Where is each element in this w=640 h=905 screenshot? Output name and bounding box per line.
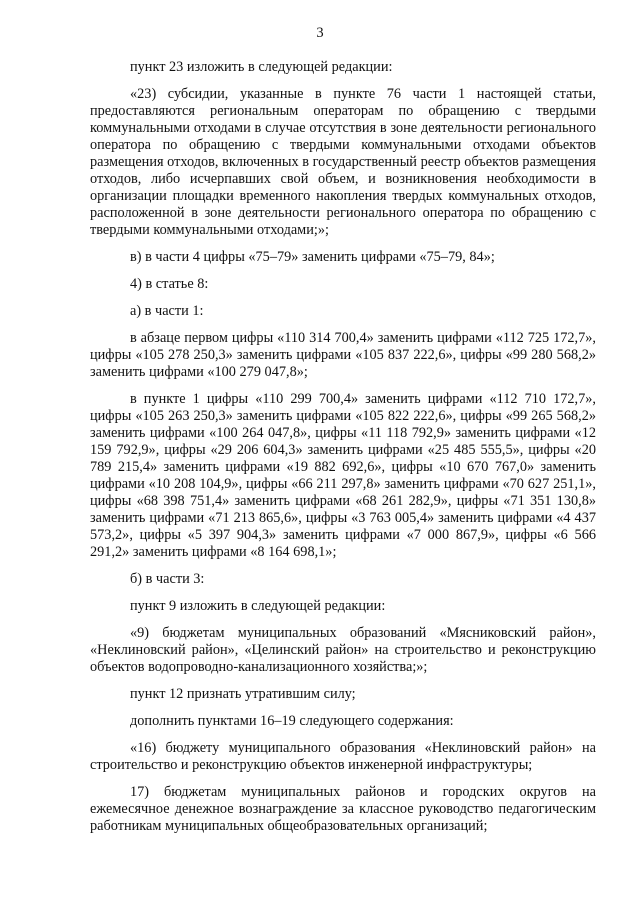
paragraph-9: пункт 9 изложить в следующей редакции: [130, 598, 386, 614]
paragraph-14: 17) бюджетам муниципальных районов и городских округов на ежемесячное денежное вознаграждение за классное руководство педагогическим работникам муниципальных общеобразовательных организаций; [90, 784, 596, 834]
paragraph-7: в пункте 1 цифры «110 299 700,4» заменить цифрами «112 710 172,7», цифры «105 263 250,3» заменить цифрами «105 822 222,6», цифры «99 265 568,2» заменить цифрами «100 264 047,8», цифры «11 118 792,9» заменить цифрами «12 159 792,9», цифры «29 206 604,3» заменить цифрами «25 485 555,5», цифры «20 789 215,4» заменить цифрами «19 882 692,6», цифры «10 670 767,0» заменить цифрами «10 208 104,9», цифры «66 211 297,8» заменить цифрами «70 627 251,1», цифры «68 398 751,4» заменить цифрами «68 261 282,9», цифры «71 351 130,8» заменить цифрами «71 213 865,6», цифры «3 763 005,4» заменить цифрами «4 437 573,2», цифры «5 397 904,3» заменить цифрами «7 000 867,9», цифры «6 566 291,2» заменить цифрами «8 164 698,1»; [90, 391, 596, 560]
paragraph-3: в) в части 4 цифры «75–79» заменить цифрами «75–79, 84»; [130, 249, 495, 265]
paragraph-5: а) в части 1: [130, 303, 204, 319]
paragraph-1: пункт 23 изложить в следующей редакции: [130, 59, 393, 75]
document-body [90, 59, 596, 845]
paragraph-2: «23) субсидии, указанные в пункте 76 части 1 настоящей статьи, предоставляются региональным операторам по обращению с твердыми коммунальными отходами в случае отсутствия в зоне деятельности регионального оператора по обращению с твердыми коммунальными отходами объектов размещения отходов, включенных в государственный реестр объектов размещения отходов, либо исчерпавших свой объем, и возникновения необходимости в организации площадки временного накопления твердых коммунальных отходов, расположенной в зоне деятельности регионального оператора по обращению с твердыми коммунальными отходами;»; [90, 86, 596, 238]
paragraph-13: «16) бюджету муниципального образования «Неклиновский район» на строительство и реконструкцию объектов инженерной инфраструктуры; [90, 740, 596, 773]
paragraph-8: б) в части 3: [130, 571, 205, 587]
paragraph-4: 4) в статье 8: [130, 276, 209, 292]
paragraph-10: «9) бюджетам муниципальных образований «Мясниковский район», «Неклиновский район», «Целинский район» на строительство и реконструкцию объектов водопроводно-канализационного хозяйства;»; [90, 625, 596, 675]
page-number: 3 [316, 25, 324, 41]
paragraph-6: в абзаце первом цифры «110 314 700,4» заменить цифрами «112 725 172,7», цифры «105 278 250,3» заменить цифрами «105 837 222,6», цифры «99 280 568,2» заменить цифрами «100 279 047,8»; [90, 330, 596, 380]
paragraph-11: пункт 12 признать утратившим силу; [130, 686, 356, 702]
paragraph-12: дополнить пунктами 16–19 следующего содержания: [130, 713, 454, 729]
